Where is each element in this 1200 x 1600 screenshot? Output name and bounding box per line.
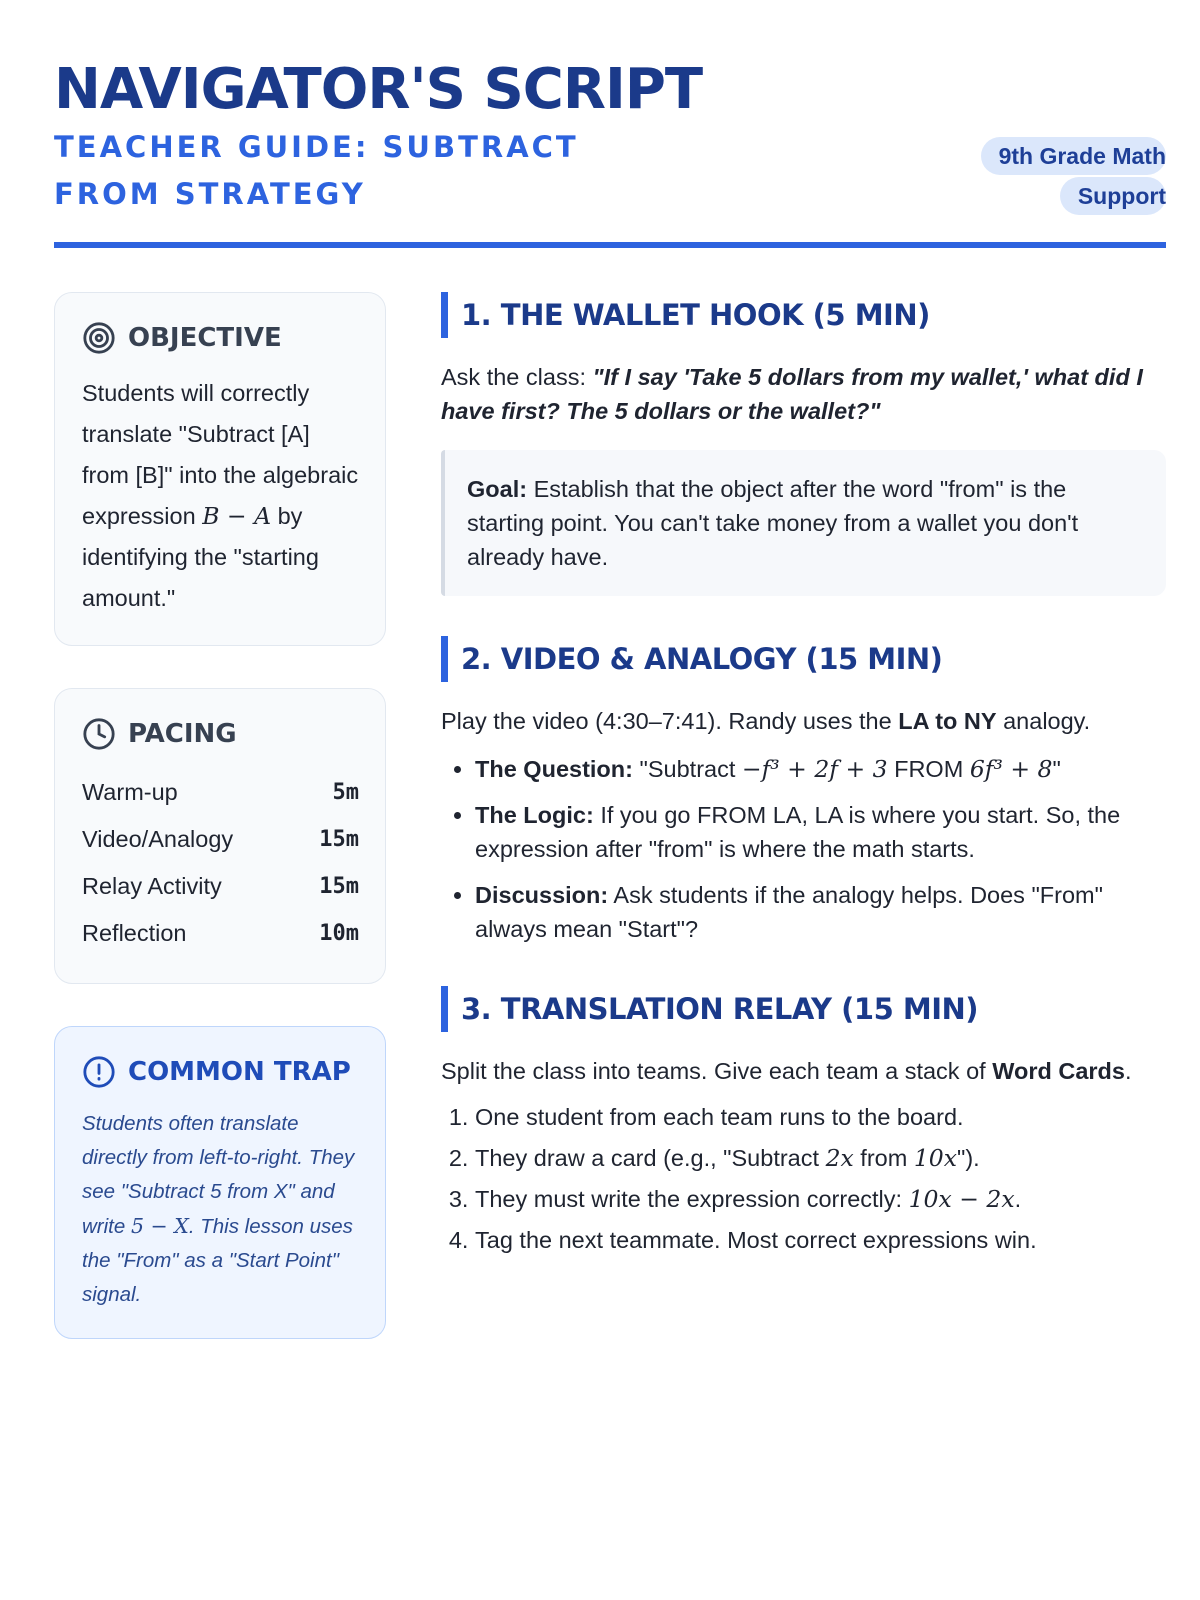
- bullet-text: FROM: [887, 756, 970, 782]
- step-math: 2x: [825, 1144, 854, 1172]
- section-2-intro-text: Play the video (4:30–7:41). Randy uses the: [441, 708, 899, 734]
- goal-callout: [441, 450, 1166, 596]
- list-item: [475, 752, 1166, 786]
- section-2-heading: 2. VIDEO & ANALOGY (15 MIN): [441, 636, 1166, 682]
- step-text: .: [1014, 1186, 1022, 1212]
- alert-icon: [82, 1055, 116, 1089]
- pacing-title-text: PACING: [128, 719, 237, 749]
- trap-text-part: . This lesson uses the "From" as a "Start Point" signal.: [82, 1215, 353, 1306]
- section-2-intro-bold: LA to NY: [898, 708, 997, 734]
- step-text: They draw a card (e.g., "Subtract: [475, 1145, 826, 1171]
- section-3-heading: 3. TRANSLATION RELAY (15 MIN): [441, 986, 1166, 1032]
- page-subtitle: TEACHER GUIDE: SUBTRACT FROM STRATEGY: [54, 130, 579, 211]
- section-3-intro-text: Split the class into teams. Give each team a stack of: [441, 1058, 993, 1084]
- section-1-intro-text: Ask the class:: [441, 364, 593, 390]
- pacing-time: 15m: [319, 827, 359, 852]
- trap-math: 5 − X: [130, 1214, 189, 1238]
- bullet-text: If you go FROM LA, LA is where you start. So, the expression after "from" is where the math starts.: [475, 802, 1121, 862]
- trap-text: [82, 1107, 359, 1312]
- section-1-intro: [441, 360, 1166, 428]
- list-item: [475, 1182, 1166, 1216]
- objective-card: [54, 292, 386, 646]
- bullet-text: "Subtract: [632, 756, 742, 782]
- pacing-row: [82, 816, 359, 863]
- target-icon: [82, 321, 116, 355]
- objective-text: [82, 373, 359, 619]
- pacing-label: Video/Analogy: [82, 826, 234, 852]
- pacing-row: [82, 910, 359, 957]
- step-text: Tag the next teammate. Most correct expressions win.: [475, 1227, 1037, 1253]
- section-2-intro-text: analogy.: [996, 708, 1091, 734]
- clock-icon: [82, 717, 116, 751]
- objective-title-text: OBJECTIVE: [128, 323, 282, 353]
- objective-math: B − A: [202, 502, 272, 530]
- goal-text: Establish that the object after the word "from" is the starting point. You can't take money from a wallet you don't already have.: [467, 476, 1079, 570]
- grade-badge-label: 9th Grade Math Support: [981, 137, 1166, 215]
- main-content: [441, 292, 1166, 1264]
- trap-title: [82, 1055, 359, 1089]
- pacing-label: Relay Activity: [82, 873, 222, 899]
- section-3-intro-bold: Word Cards: [992, 1058, 1125, 1084]
- pacing-time: 15m: [319, 874, 359, 899]
- common-trap-card: [54, 1026, 386, 1339]
- section-2-intro: [441, 704, 1166, 738]
- section-3-intro-text: .: [1124, 1058, 1132, 1084]
- step-text: ").: [957, 1145, 980, 1171]
- section-2-bullets: [441, 752, 1166, 946]
- pacing-card: [54, 688, 386, 984]
- bullet-text: Ask students if the analogy helps. Does "From" always mean "Start"?: [475, 882, 1103, 942]
- step-text: One student from each team runs to the board.: [475, 1104, 964, 1130]
- bullet-math: −f³ + 2f + 3: [741, 755, 888, 783]
- list-item: [475, 878, 1166, 946]
- objective-text-part: Students will correctly translate "Subtract [A] from [B]" into the algebraic expression: [82, 380, 359, 529]
- list-item: [475, 1100, 1166, 1134]
- pacing-label: Reflection: [82, 920, 187, 946]
- section-1-quote: "If I say 'Take 5 dollars from my wallet,' what did I have first? The 5 dollars or the wallet?": [441, 364, 1143, 424]
- list-item: [475, 1141, 1166, 1175]
- section-3-steps: [441, 1100, 1166, 1257]
- trap-title-text: COMMON TRAP: [128, 1057, 351, 1087]
- step-math: 10x − 2x: [908, 1185, 1015, 1213]
- goal-label: Goal:: [467, 476, 528, 502]
- list-item: [475, 1223, 1166, 1257]
- pacing-time: 10m: [319, 921, 359, 946]
- step-text: from: [853, 1145, 914, 1171]
- grade-badge: [966, 136, 1166, 216]
- bullet-text: ": [1052, 756, 1061, 782]
- header-divider: [54, 242, 1166, 248]
- pacing-title: [82, 717, 359, 751]
- bullet-label: The Logic:: [475, 802, 594, 828]
- objective-text-part: by identifying the "starting amount.": [82, 503, 319, 611]
- page-header: [54, 58, 1166, 218]
- bullet-math: 6f³ + 8: [969, 755, 1053, 783]
- pacing-label: Warm-up: [82, 779, 178, 805]
- objective-title: [82, 321, 359, 355]
- sidebar: [54, 292, 386, 1381]
- trap-text-part: Students often translate directly from left-to-right. They see "Subtract 5 from X" and write: [82, 1112, 355, 1238]
- step-text: They must write the expression correctly:: [475, 1186, 909, 1212]
- page-title: NAVIGATOR'S SCRIPT: [54, 57, 703, 122]
- bullet-label: Discussion:: [475, 882, 609, 908]
- section-3-intro: [441, 1054, 1166, 1088]
- pacing-row: [82, 769, 359, 816]
- section-1-heading: 1. THE WALLET HOOK (5 MIN): [441, 292, 1166, 338]
- list-item: [475, 798, 1166, 866]
- step-math: 10x: [913, 1144, 957, 1172]
- pacing-time: 5m: [332, 780, 359, 805]
- bullet-label: The Question:: [475, 756, 633, 782]
- pacing-row: [82, 863, 359, 910]
